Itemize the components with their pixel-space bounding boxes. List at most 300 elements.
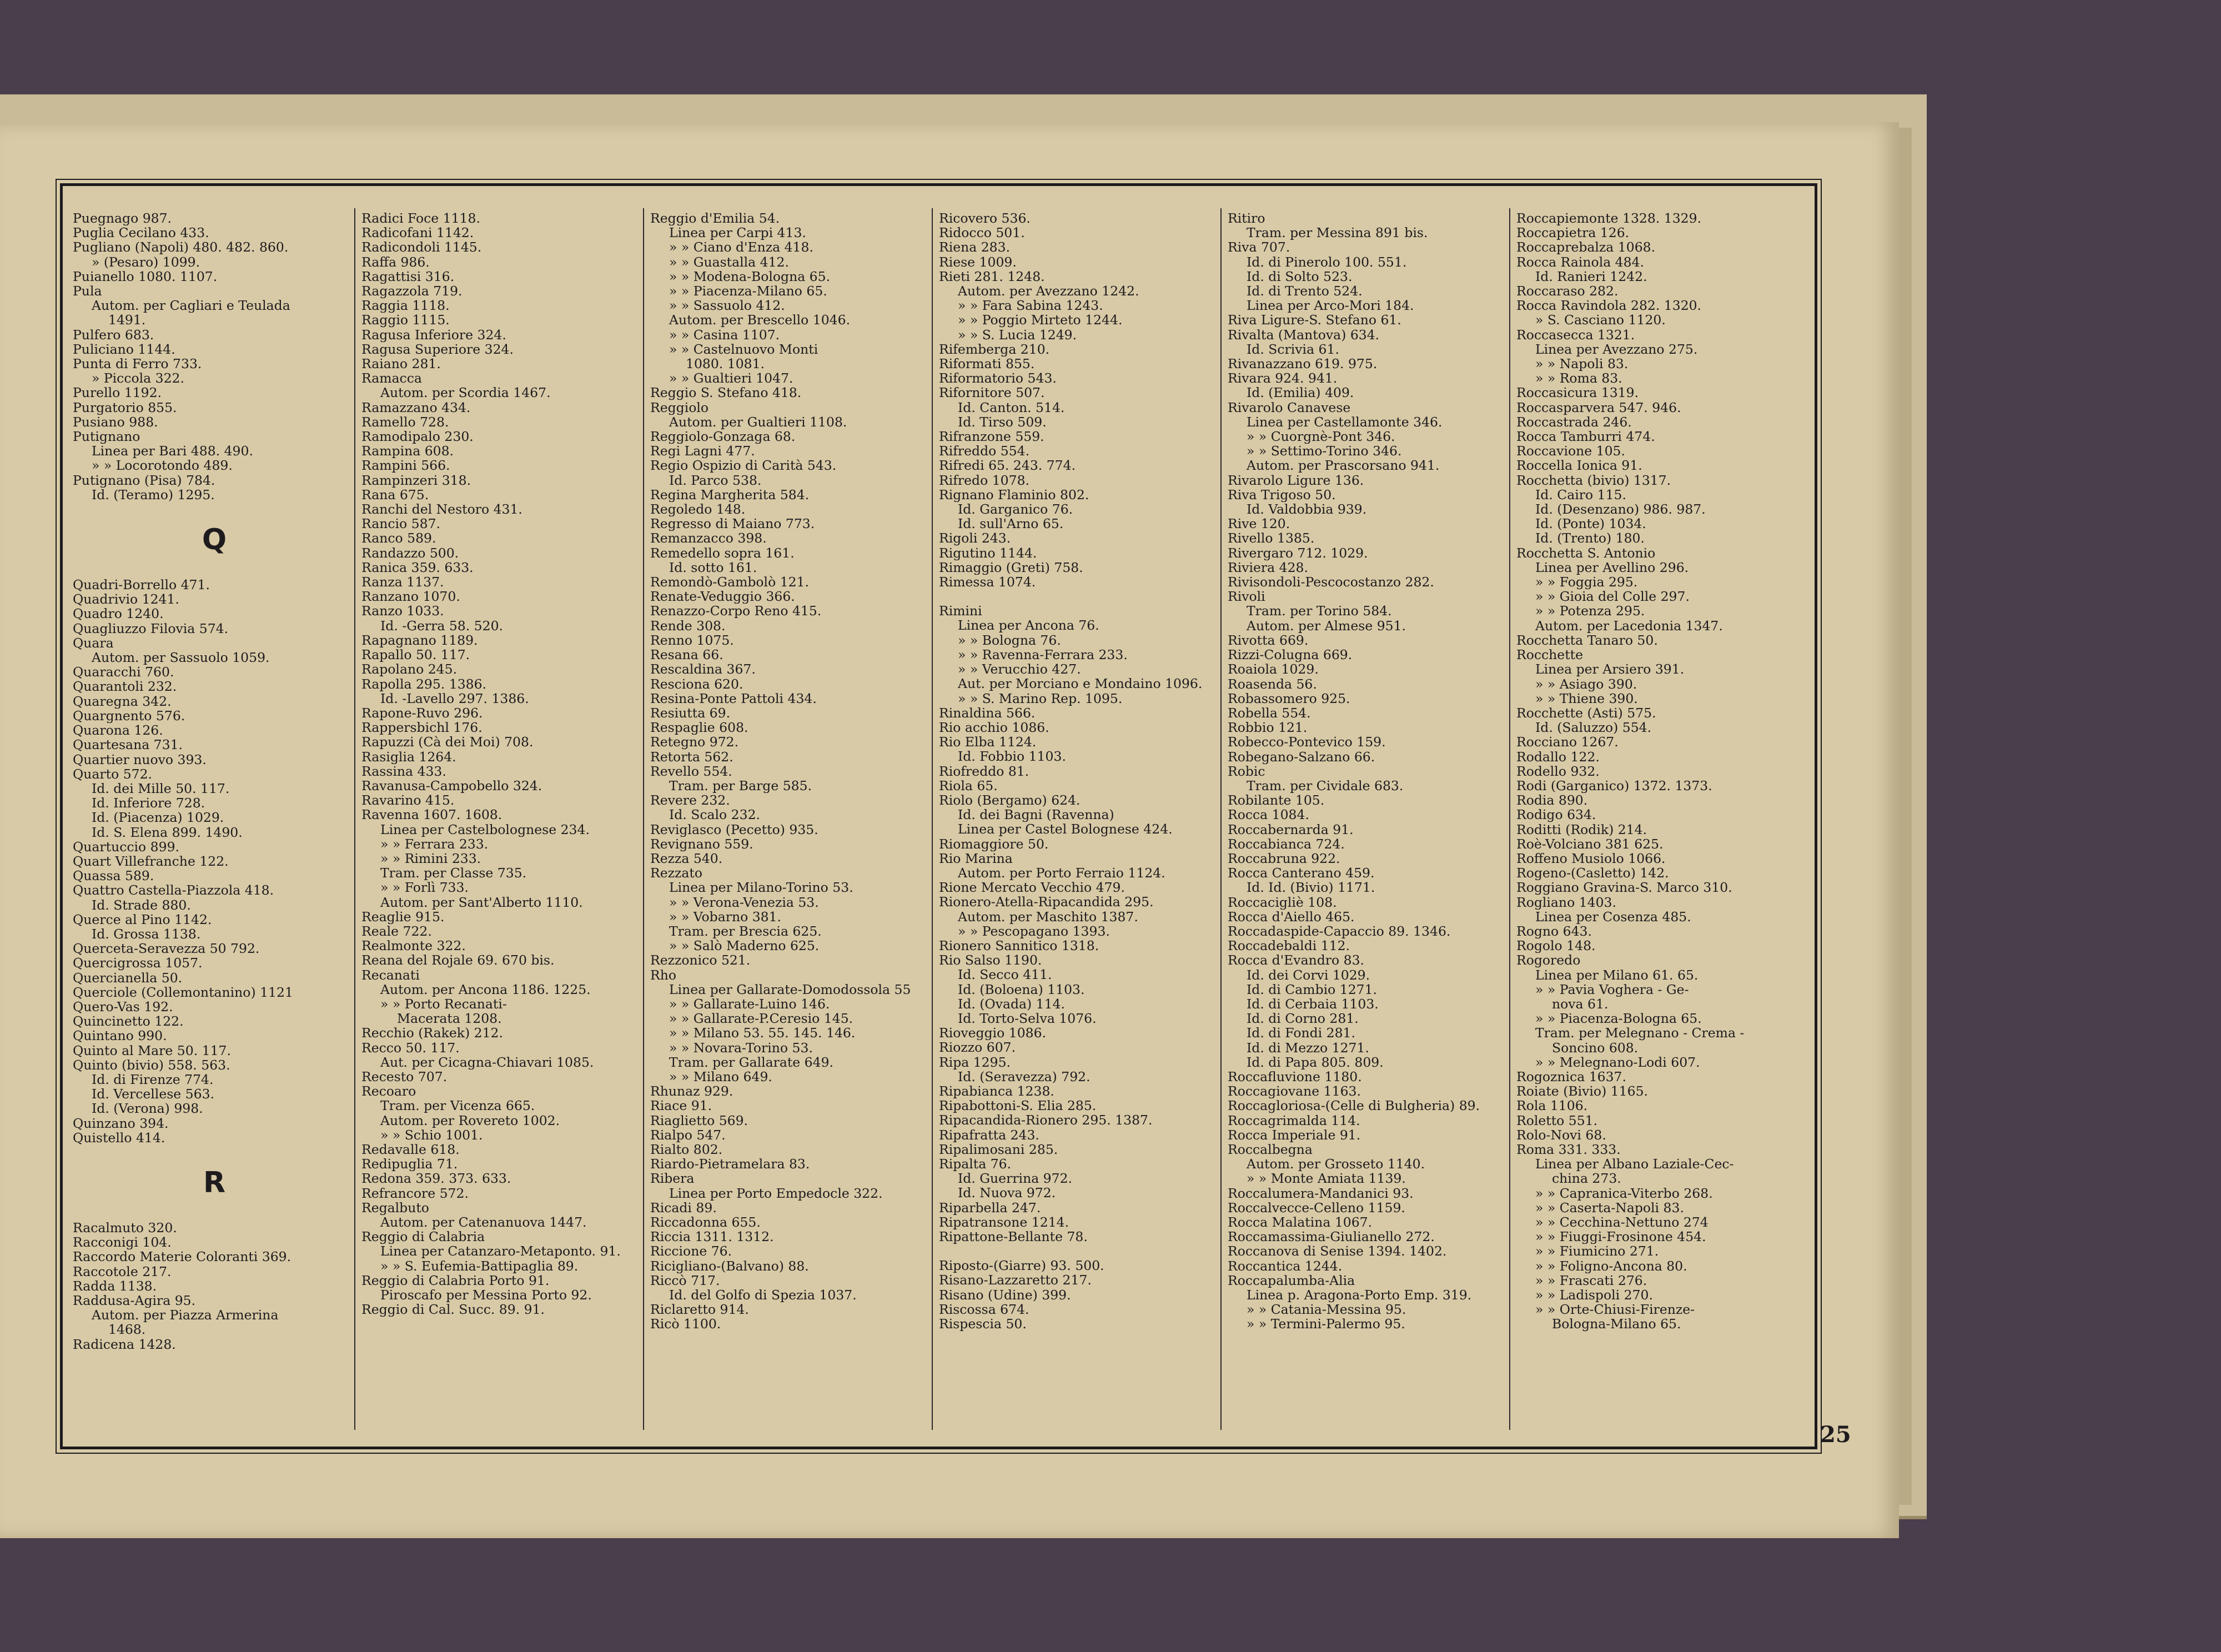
index-entry: Roccalumera-Mandanici 93. xyxy=(1228,1186,1414,1201)
index-entry: Roccabruna 922. xyxy=(1228,851,1340,866)
index-entry: Rimini xyxy=(939,604,982,619)
index-entry: Quadrivio 1241. xyxy=(73,592,179,607)
index-entry: Id. di Pinerolo 100. 551. xyxy=(1247,254,1407,269)
index-entry: Rialpo 547. xyxy=(650,1127,726,1142)
index-entry: Riccia 1311. 1312. xyxy=(650,1229,774,1244)
index-entry: Quargnento 576. xyxy=(73,708,185,724)
index-entry: » » Cecchina-Nettuno 274 xyxy=(1535,1215,1709,1230)
index-entry: Id. Cairo 115. xyxy=(1535,487,1626,503)
index-entry: Riccò 717. xyxy=(650,1273,720,1288)
index-entry: Rocca 1084. xyxy=(1228,807,1309,822)
index-entry: » » Modena-Bologna 65. xyxy=(669,269,831,284)
index-entry: Linea per Avezzano 275. xyxy=(1535,342,1698,357)
index-entry: Autom. per Maschito 1387. xyxy=(958,909,1138,924)
index-entry: Id. Torto-Selva 1076. xyxy=(958,1011,1097,1026)
index-entry: Risano (Udine) 399. xyxy=(939,1287,1071,1302)
index-entry: Ragusa Inferiore 324. xyxy=(361,327,506,342)
index-entry: Recesto 707. xyxy=(361,1069,448,1084)
index-entry: » » Bologna 76. xyxy=(958,632,1061,647)
index-entry xyxy=(73,1206,356,1221)
index-entry: Id. dei Bagni (Ravenna) xyxy=(958,807,1114,822)
index-entry: Renazzo-Corpo Reno 415. xyxy=(650,604,822,619)
index-entry: Quagliuzzo Filovia 574. xyxy=(73,621,229,636)
index-entry: Ragusa Superiore 324. xyxy=(361,342,514,357)
index-entry: Roma 331. 333. xyxy=(1516,1142,1621,1157)
index-entry: Ricò 1100. xyxy=(650,1317,721,1332)
index-entry: Id. Canton. 514. xyxy=(958,400,1065,415)
index-entry: Ranzano 1070. xyxy=(361,589,460,604)
index-entry: Id. (Trento) 180. xyxy=(1535,531,1645,546)
index-entry: Quinto al Mare 50. 117. xyxy=(73,1043,231,1058)
index-entry: Ramazzano 434. xyxy=(361,400,471,415)
index-entry: Recanati xyxy=(361,967,420,982)
index-entry: R xyxy=(203,1166,226,1199)
index-entry: Rinaldina 566. xyxy=(939,705,1036,720)
index-entry: Realmonte 322. xyxy=(361,938,466,953)
index-entry: Id. Strade 880. xyxy=(92,897,191,912)
index-entry: Id. Grossa 1138. xyxy=(92,926,201,942)
index-entry: Rocchetta (bivio) 1317. xyxy=(1516,473,1671,488)
index-entry: Quistello 414. xyxy=(73,1130,165,1145)
index-entry: Rifranzone 559. xyxy=(939,429,1044,444)
index-entry: » » Fiuggi-Frosinone 454. xyxy=(1535,1229,1706,1244)
index-entry: Quartier nuovo 393. xyxy=(73,752,207,767)
index-entry: Ravarino 415. xyxy=(361,793,455,808)
index-entry: Regina Margherita 584. xyxy=(650,487,810,503)
index-entry: Tram. per Barge 585. xyxy=(669,778,812,794)
index-entry: Renno 1075. xyxy=(650,632,734,648)
index-entry: Autom. per Grosseto 1140. xyxy=(1247,1157,1425,1172)
index-entry: Id. (Seravezza) 792. xyxy=(958,1069,1091,1084)
index-entry: Roccagrimalda 114. xyxy=(1228,1113,1360,1128)
index-entry: Rassina 433. xyxy=(361,764,446,779)
index-entry: Rivarolo Ligure 136. xyxy=(1228,473,1364,488)
index-entry: » » Thiene 390. xyxy=(1535,691,1638,706)
index-entry: Linea per Arsiero 391. xyxy=(1535,662,1685,677)
index-entry: Rive 120. xyxy=(1228,516,1290,531)
index-entry: » » Porto Recanati- xyxy=(380,996,507,1012)
index-entry: Refrancore 572. xyxy=(361,1186,469,1201)
index-entry: Id. Tirso 509. xyxy=(958,414,1047,430)
index-entry: Id. di Fondi 281. xyxy=(1247,1026,1355,1041)
index-entry: Roccapietra 126. xyxy=(1516,225,1630,240)
index-entry: Rivanazzano 619. 975. xyxy=(1228,356,1378,371)
index-entry: Rifornitore 507. xyxy=(939,385,1045,400)
index-entry: Rigutino 1144. xyxy=(939,545,1037,560)
index-entry: Radici Foce 1118. xyxy=(361,211,480,226)
index-entry: Roccaraso 282. xyxy=(1516,284,1619,299)
index-entry: Remanzacco 398. xyxy=(650,531,767,546)
index-entry: » » S. Lucia 1249. xyxy=(958,327,1077,342)
index-entry: Remondò-Gambolò 121. xyxy=(650,575,810,590)
index-entry: Roccapalumba-Alia xyxy=(1228,1273,1355,1288)
index-entry: Rodia 890. xyxy=(1516,793,1588,808)
index-entry: » » Napoli 83. xyxy=(1535,356,1629,371)
index-entry: Roccacigliè 108. xyxy=(1228,895,1337,910)
index-entry: Linea per Carpi 413. xyxy=(669,225,806,240)
index-entry: Racalmuto 320. xyxy=(73,1220,177,1236)
index-entry: Quadri-Borrello 471. xyxy=(73,578,210,592)
index-entry: Ramacca xyxy=(361,371,422,386)
index-entry: Linea per Milano 61. 65. xyxy=(1535,967,1699,982)
index-entry: » » Salò Maderno 625. xyxy=(669,938,820,953)
index-entry: Ripalimosani 285. xyxy=(939,1142,1058,1157)
index-entry: Reggiolo-Gonzaga 68. xyxy=(650,429,796,444)
index-entry: Tram. per Vicenza 665. xyxy=(380,1098,535,1113)
index-entry: Autom. per Brescello 1046. xyxy=(669,313,851,328)
index-entry: Ranza 1137. xyxy=(361,575,444,590)
index-entry: Robilante 105. xyxy=(1228,793,1325,808)
index-entry: Id. Fobbio 1103. xyxy=(958,749,1066,764)
index-entry: » » Vobarno 381. xyxy=(669,909,782,924)
index-column-6 xyxy=(1516,211,1800,1438)
index-entry: Tram. per Melegnano - Crema - xyxy=(1535,1026,1745,1041)
index-column-2 xyxy=(361,211,645,1438)
index-entry: Quaracchi 760. xyxy=(73,665,174,680)
index-entry: Riformatorio 543. xyxy=(939,371,1057,386)
index-entry: Id. Guerrina 972. xyxy=(958,1171,1073,1186)
index-entry: Linea per Arco-Mori 184. xyxy=(1247,298,1414,313)
index-entry: » » Milano 649. xyxy=(669,1069,772,1084)
index-entry: Linea per Milano-Torino 53. xyxy=(669,880,853,895)
index-entry: Rocca d'Aiello 465. xyxy=(1228,909,1355,924)
index-entry: » » Potenza 295. xyxy=(1535,604,1645,619)
index-entry: Rocca Rainola 484. xyxy=(1516,254,1645,269)
index-entry: » » Catania-Messina 95. xyxy=(1247,1302,1406,1317)
index-entry: 1080. 1081. xyxy=(686,356,765,371)
index-entry: Roccagloriosa-(Celle di Bulgheria) 89. xyxy=(1228,1098,1480,1113)
index-entry: Raggio 1115. xyxy=(361,313,450,328)
index-entry: Redavalle 618. xyxy=(361,1142,460,1157)
index-entry: » » Monte Amiata 1139. xyxy=(1247,1171,1406,1186)
index-entry: Resciona 620. xyxy=(650,676,743,691)
index-entry: Recco 50. 117. xyxy=(361,1040,460,1055)
index-entry: Rocca Malatina 1067. xyxy=(1228,1215,1373,1230)
index-entry: Riese 1009. xyxy=(939,254,1017,269)
index-entry: Id. sotto 161. xyxy=(669,560,757,575)
index-entry: Redona 359. 373. 633. xyxy=(361,1171,511,1186)
index-entry: Reaglie 915. xyxy=(361,909,445,924)
index-entry: Rialto 802. xyxy=(650,1142,723,1157)
index-entry: Radicofani 1142. xyxy=(361,225,474,240)
index-entry: Pusiano 988. xyxy=(73,414,158,430)
index-entry: Roiate (Bivio) 1165. xyxy=(1516,1084,1648,1099)
index-entry: » (Pesaro) 1099. xyxy=(92,254,200,269)
index-entry: Recchio (Rakek) 212. xyxy=(361,1026,503,1041)
index-entry: Id. del Golfo di Spezia 1037. xyxy=(669,1288,857,1303)
index-entry: Reggio di Calabria xyxy=(361,1229,485,1244)
index-entry: Rio acchio 1086. xyxy=(939,720,1049,735)
index-entry: Puegnago 987. xyxy=(73,211,172,226)
index-entry: Autom. per Avezzano 1242. xyxy=(958,284,1139,299)
index-entry: Rivalta (Mantova) 634. xyxy=(1228,327,1380,342)
index-entry: Quinzano 394. xyxy=(73,1116,169,1131)
index-entry: Id. dei Mille 50. 117. xyxy=(92,781,230,796)
index-entry: Radda 1138. xyxy=(73,1278,157,1293)
index-entry: Q xyxy=(202,523,227,557)
index-entry: Tram. per Gallarate 649. xyxy=(669,1055,834,1069)
index-entry: Quintano 990. xyxy=(73,1028,167,1043)
index-entry: Id. Scalo 232. xyxy=(669,807,760,822)
index-entry: Rocca Canterano 459. xyxy=(1228,866,1375,881)
index-entry: Quart Villefranche 122. xyxy=(73,853,229,869)
index-entry: Ripattone-Bellante 78. xyxy=(939,1229,1088,1244)
index-entry: Reggio S. Stefano 418. xyxy=(650,385,802,400)
index-entry: Id. (Desenzano) 986. 987. xyxy=(1535,502,1706,517)
index-entry: Macerata 1208. xyxy=(397,1011,502,1026)
index-entry: 1491. xyxy=(108,313,146,328)
index-entry: » » Roma 83. xyxy=(1535,371,1622,386)
index-entry: Roccagiovane 1163. xyxy=(1228,1084,1361,1099)
index-entry: Rodigo 634. xyxy=(1516,807,1596,822)
index-entry: Redipuglia 71. xyxy=(361,1157,458,1172)
index-entry: Rizzi-Colugna 669. xyxy=(1228,647,1353,662)
column-divider xyxy=(1509,208,1510,1430)
index-entry: Rapolla 295. 1386. xyxy=(361,676,487,691)
index-entry: Rocchette xyxy=(1516,647,1584,662)
index-entry: Revere 232. xyxy=(650,793,730,808)
index-entry: Id. Secco 411. xyxy=(958,967,1052,982)
index-entry: Tram. per Classe 735. xyxy=(380,866,527,881)
index-entry: » » Gioia del Colle 297. xyxy=(1535,589,1690,604)
index-entry: » » Orte-Chiusi-Firenze- xyxy=(1535,1302,1695,1317)
index-entry: Robic xyxy=(1228,764,1265,779)
index-entry: Rio Marina xyxy=(939,851,1013,866)
index-entry: Piroscafo per Messina Porto 92. xyxy=(380,1288,592,1303)
index-entry: Putignano (Pisa) 784. xyxy=(73,473,215,488)
index-entry: Resana 66. xyxy=(650,647,723,662)
index-entry: Quartuccio 899. xyxy=(73,839,180,854)
index-entry: Riofreddo 81. xyxy=(939,764,1029,779)
index-entry: Rocciano 1267. xyxy=(1516,735,1619,750)
index-entry: Rispescia 50. xyxy=(939,1317,1027,1332)
index-entry: » » Piacenza-Bologna 65. xyxy=(1535,1011,1702,1026)
index-entry: Rogliano 1403. xyxy=(1516,895,1616,910)
index-entry: Id. Scrivia 61. xyxy=(1247,342,1339,357)
index-entry: Roletto 551. xyxy=(1516,1113,1598,1128)
index-entry: Rionero-Atella-Ripacandida 295. xyxy=(939,895,1154,910)
index-entry: Rogno 643. xyxy=(1516,923,1592,939)
index-entry: Putignano xyxy=(73,429,140,444)
index-entry: Riozzo 607. xyxy=(939,1040,1016,1055)
column-divider xyxy=(1220,208,1222,1430)
index-entry: Quercianella 50. xyxy=(73,970,183,985)
index-entry: Roaiola 1029. xyxy=(1228,662,1319,677)
index-entry: » » Fara Sabina 1243. xyxy=(958,298,1103,313)
index-entry: Purgatorio 855. xyxy=(73,400,177,415)
index-entry: Rivoli xyxy=(1228,589,1265,604)
index-entry: Id. (Verona) 998. xyxy=(92,1101,203,1116)
index-entry: Randazzo 500. xyxy=(361,545,459,560)
index-entry: Ricadi 89. xyxy=(650,1200,717,1216)
index-frame xyxy=(60,183,1817,1449)
index-entry: » » Gallarate-P.Ceresio 145. xyxy=(669,1011,853,1026)
index-entry: » » Verona-Venezia 53. xyxy=(669,895,819,910)
index-entry: Linea per Bari 488. 490. xyxy=(92,444,253,459)
index-entry: Roffeno Musiolo 1066. xyxy=(1516,851,1666,866)
index-entry: Roasenda 56. xyxy=(1228,676,1317,691)
index-entry: Tram. per Cividale 683. xyxy=(1247,778,1404,794)
index-entry: Autom. per Catenanuova 1447. xyxy=(380,1215,587,1230)
index-entry: » » Termini-Palermo 95. xyxy=(1247,1317,1405,1332)
index-entry: Rapuzzi (Cà dei Moi) 708. xyxy=(361,735,534,750)
index-entry: Quartesana 731. xyxy=(73,737,183,752)
index-entry: Linea per Gallarate-Domodossola 55 xyxy=(669,982,911,997)
index-entry: Respaglie 608. xyxy=(650,720,748,735)
index-entry: Id. (Ponte) 1034. xyxy=(1535,516,1646,531)
index-entry: Id. Ranieri 1242. xyxy=(1535,269,1647,284)
index-entry: » » Capranica-Viterbo 268. xyxy=(1535,1186,1713,1201)
index-entry: Ragattisi 316. xyxy=(361,269,455,284)
index-entry: Quincinetto 122. xyxy=(73,1014,184,1029)
index-column-3 xyxy=(650,211,933,1438)
index-entry: Reana del Rojale 69. 670 bis. xyxy=(361,953,555,968)
index-entry: Robegano-Salzano 66. xyxy=(1228,749,1375,764)
index-entry: » » Cuorgnè-Pont 346. xyxy=(1247,429,1395,444)
index-entry: Roccafluvione 1180. xyxy=(1228,1069,1362,1084)
index-entry: Id. Id. (Bivio) 1171. xyxy=(1247,880,1375,895)
index-entry: Ranzo 1033. xyxy=(361,604,444,619)
index-entry: Ritiro xyxy=(1228,211,1265,226)
index-entry: Quaregna 342. xyxy=(73,694,172,709)
index-entry: Reviglasco (Pecetto) 935. xyxy=(650,822,818,837)
index-entry: Riaglietto 569. xyxy=(650,1113,748,1128)
index-entry: Id. (Emilia) 409. xyxy=(1247,385,1354,400)
index-entry: Rolo-Novi 68. xyxy=(1516,1127,1606,1142)
index-entry: » » Frascati 276. xyxy=(1535,1273,1647,1288)
index-entry: Id. Garganico 76. xyxy=(958,502,1073,517)
index-entry: Linea per Castelbolognese 234. xyxy=(380,822,590,837)
index-entry: Reggio d'Emilia 54. xyxy=(650,211,780,226)
index-entry: Ripatransone 1214. xyxy=(939,1214,1069,1230)
index-entry: Revello 554. xyxy=(650,764,732,779)
index-entry: Rivara 924. 941. xyxy=(1228,371,1338,386)
index-entry: Rola 1106. xyxy=(1516,1098,1588,1113)
column-divider xyxy=(354,208,355,1430)
index-entry: Racconigi 104. xyxy=(73,1235,172,1250)
index-entry: Roccasecca 1321. xyxy=(1516,327,1635,342)
index-entry: Raccotole 217. xyxy=(73,1264,172,1279)
index-entry: Rende 308. xyxy=(650,618,726,633)
index-entry: Autom. per Sassuolo 1059. xyxy=(92,650,270,665)
index-entry: Id. di Cambio 1271. xyxy=(1247,982,1378,997)
column-divider xyxy=(932,208,933,1430)
index-entry: » » Milano 53. 55. 145. 146. xyxy=(669,1026,856,1041)
index-entry: » » Guastalla 412. xyxy=(669,254,789,269)
index-entry: Id. Valdobbia 939. xyxy=(1247,502,1367,517)
index-entry: Id. di Corno 281. xyxy=(1247,1011,1359,1026)
index-entry: Rezza 540. xyxy=(650,851,723,866)
index-entry: » » Poggio Mirteto 1244. xyxy=(958,313,1123,328)
index-entry: Rivarolo Canavese xyxy=(1228,400,1351,415)
index-entry: Quarantoli 232. xyxy=(73,679,177,694)
index-entry: Riace 91. xyxy=(650,1098,712,1113)
index-entry: » » S. Eufemia-Battipaglia 89. xyxy=(380,1258,579,1273)
index-entry: Rana 675. xyxy=(361,487,429,503)
index-entry: Ricovero 536. xyxy=(939,211,1031,226)
index-entry: Rezzato xyxy=(650,866,702,881)
index-entry: Roccasparvera 547. 946. xyxy=(1516,400,1681,415)
index-entry: Riomaggiore 50. xyxy=(939,836,1049,851)
index-entry: Ricigliano-(Balvano) 88. xyxy=(650,1258,809,1273)
column-divider xyxy=(643,208,644,1430)
index-entry: Linea per Catanzaro-Metaponto. 91. xyxy=(380,1244,621,1259)
index-entry: Riviera 428. xyxy=(1228,560,1308,575)
index-entry: Rasiglia 1264. xyxy=(361,749,456,764)
index-entry: Rio Salso 1190. xyxy=(939,953,1042,968)
index-entry: Ripabianca 1238. xyxy=(939,1083,1054,1099)
index-entry: Raggia 1118. xyxy=(361,298,450,313)
index-entry: Rodello 932. xyxy=(1516,764,1600,779)
index-entry: Id. di Solto 523. xyxy=(1247,269,1353,284)
index-entry: Recoaro xyxy=(361,1084,416,1099)
index-entry: » » Foligno-Ancona 80. xyxy=(1535,1258,1687,1273)
index-entry: Robbio 121. xyxy=(1228,720,1308,735)
index-entry: Rampina 608. xyxy=(361,444,454,459)
index-entry: Rapallo 50. 117. xyxy=(361,647,470,662)
index-entry: Reggio di Cal. Succ. 89. 91. xyxy=(361,1302,545,1317)
index-entry: Revignano 559. xyxy=(650,836,753,851)
index-entry: Puianello 1080. 1107. xyxy=(73,269,218,284)
index-entry: Raiano 281. xyxy=(361,356,441,371)
index-entry: Ranco 589. xyxy=(361,531,436,546)
index-entry: Id. Nuova 972. xyxy=(958,1186,1056,1201)
index-entry: Autom. per Lacedonia 1347. xyxy=(1535,618,1723,633)
index-entry: Ranchi del Nestoro 431. xyxy=(361,502,522,517)
index-entry: Id. -Lavello 297. 1386. xyxy=(380,691,529,706)
index-entry: Raddusa-Agira 95. xyxy=(73,1293,196,1308)
index-entry: Riposto-(Giarre) 93. 500. xyxy=(939,1258,1104,1273)
index-entry: Querciole (Collemontanino) 1121 xyxy=(73,985,293,1000)
index-entry: Id. Vercellese 563. xyxy=(92,1087,214,1102)
index-entry: Linea per Ancona 76. xyxy=(958,618,1099,633)
index-entry: Reggiolo xyxy=(650,400,709,415)
index-entry: Rivergaro 712. 1029. xyxy=(1228,545,1368,560)
index-entry: » S. Casciano 1120. xyxy=(1535,313,1666,328)
index-entry: » » Fiumicino 271. xyxy=(1535,1244,1659,1259)
index-entry: Radicena 1428. xyxy=(73,1337,176,1352)
index-entry xyxy=(939,589,1222,604)
index-entry: Roccella Ionica 91. xyxy=(1516,458,1642,473)
index-entry: Rignano Flaminio 802. xyxy=(939,487,1089,503)
index-column-1 xyxy=(73,211,356,1438)
index-entry: Ravenna 1607. 1608. xyxy=(361,807,503,822)
index-entry: » » Gallarate-Luino 146. xyxy=(669,996,830,1012)
index-entry: Rifredi 65. 243. 774. xyxy=(939,458,1076,473)
index-entry: Rapone-Ruvo 296. xyxy=(361,705,483,721)
index-entry: » » Asiago 390. xyxy=(1535,676,1637,691)
index-entry: Puglia Cecilano 433. xyxy=(73,225,209,240)
index-entry: Riolo (Bergamo) 624. xyxy=(939,792,1081,808)
index-entry: Autom. per Porto Ferraio 1124. xyxy=(958,865,1165,881)
index-entry: Aut. per Cicagna-Chiavari 1085. xyxy=(380,1055,594,1069)
index-entry: Punta di Ferro 733. xyxy=(73,356,202,371)
index-entry: Quero-Vas 192. xyxy=(73,999,173,1015)
index-entry: » » S. Marino Rep. 1095. xyxy=(958,691,1123,706)
index-entry: Roccavione 105. xyxy=(1516,444,1625,459)
index-entry: Id. S. Elena 899. 1490. xyxy=(92,825,243,840)
index-entry: Regio Ospizio di Carità 543. xyxy=(650,458,837,473)
index-entry: Rogoznica 1637. xyxy=(1516,1069,1626,1084)
index-entry: Linea per Porto Empedocle 322. xyxy=(669,1186,883,1201)
index-entry: Rifreddo 554. xyxy=(939,444,1030,459)
index-entry: Rapolano 245. xyxy=(361,662,458,677)
index-entry: Robecco-Pontevico 159. xyxy=(1228,735,1386,750)
index-entry: Riva 707. xyxy=(1228,240,1290,255)
index-entry: Quara xyxy=(73,635,114,651)
index-entry: » » Ladispoli 270. xyxy=(1535,1288,1653,1303)
index-entry: Rocchette (Asti) 575. xyxy=(1516,705,1656,721)
